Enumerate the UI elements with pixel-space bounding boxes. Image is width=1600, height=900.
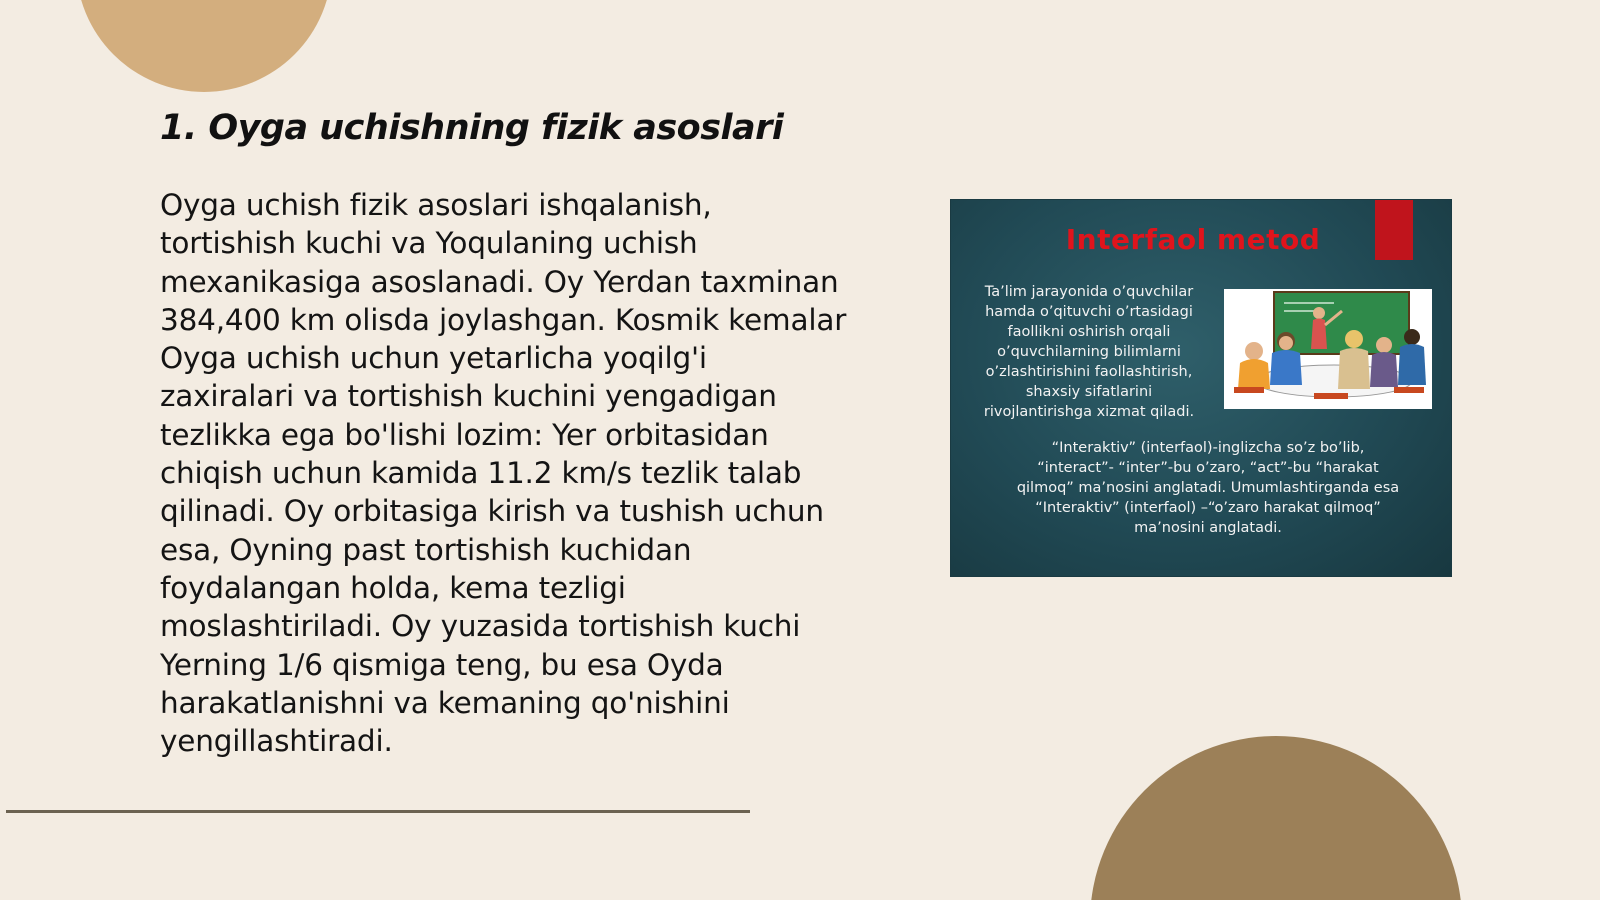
embedded-slide-image bbox=[950, 199, 1452, 577]
embedded-paragraph-2: “Interaktiv” (interfaol)-inglizcha so’z bo’lib, “interact”- “inter”-bu o’zaro, “act”-bu “harakat qilmoq” ma’nosini anglatadi. Umumlashtirganda esa “Interaktiv” (interfaol) –“o’zaro harakat qilmoq” ma’nosini anglatadi. bbox=[1016, 440, 1400, 536]
slide-title: 1. Oyga uchishning fizik asoslari bbox=[160, 108, 784, 148]
embedded-paragraph-1: Ta’lim jarayonida o’quvchilar hamda o’qituvchi o’rtasidagi faollikni oshirish orqali o’quvchilarning bilimlarni o’zlashtirishini faollashtirish, shaxsiy sifatlarini rivojlantirishga xizmat qiladi. bbox=[983, 284, 1195, 420]
decorative-circle-bottom bbox=[1090, 736, 1462, 900]
slide-body-text: Oyga uchish fizik asoslari ishqalanish, tortishish kuchi va Yoqulaning uchish mexanikasiga asoslanadi. Oy Yerdan taxminan 384,400 km olisda joylashgan. Kosmik kemalar Oyga uchish uchun yetarlicha yoqilg'i zaxiralari va tortishish kuchini yengadigan tezlikka ega bo'lishi lozim: Yer orbitasidan chiqish uchun kamida 11.2 km/s tezlik talab qilinadi. Oy orbitasiga kirish va tushish uchun esa, Oyning past tortishish kuchidan foydalangan holda, kema tezligi moslashtiriladi. Oy yuzasida tortishish kuchi Yerning 1/6 qismiga teng, bu esa Oyda harakatlanishni va kemaning qo'nishini yengillashtiradi. bbox=[160, 188, 847, 759]
embedded-title: Interfaol metod bbox=[1065, 223, 1321, 256]
divider-line bbox=[6, 810, 750, 813]
decorative-circle-top bbox=[76, 0, 332, 92]
classroom-illustration-icon bbox=[1224, 289, 1432, 409]
